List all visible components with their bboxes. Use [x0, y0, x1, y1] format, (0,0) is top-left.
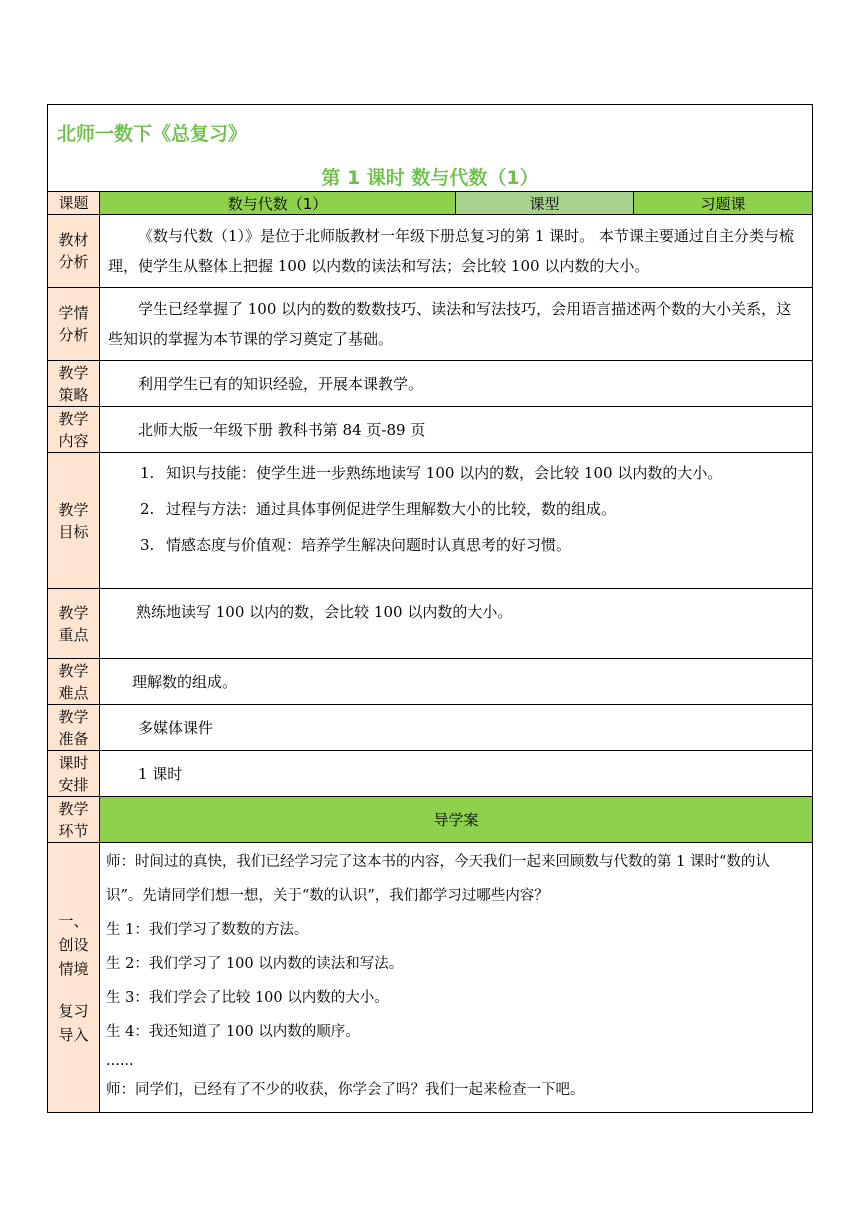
schedule-label: 课时 安排: [48, 751, 100, 797]
dialogue-line: 生 1：我们学习了数数的方法。: [106, 922, 309, 938]
dialogue-line: 生 4：我还知道了 100 以内数的顺序。: [106, 1024, 360, 1040]
intro-row: [48, 843, 813, 1113]
stages-row: [48, 797, 813, 843]
goals-cell: [100, 453, 813, 589]
lesson-plan-table: [47, 104, 813, 1113]
strategy-text: 利用学生已有的知识经验，开展本课教学。: [100, 361, 813, 407]
type-label: 课型: [456, 192, 634, 215]
difficulties-text: 理解数的组成。: [100, 659, 813, 705]
title-cell: [48, 105, 813, 192]
stages-header: 导学案: [100, 797, 813, 843]
stages-label: 教学 环节: [48, 797, 100, 843]
strategy-label: 教学 策略: [48, 361, 100, 407]
learners-row: [48, 288, 813, 361]
topic-value: 数与代数（1）: [100, 192, 456, 215]
key-points-label: 教学 重点: [48, 589, 100, 659]
key-points-text: 熟练地读写 100 以内的数，会比较 100 以内数的大小。: [100, 589, 813, 659]
title-row: [48, 105, 813, 192]
content-label: 教学 内容: [48, 407, 100, 453]
intro-label: 一、 创设 情境 复习 导入: [48, 843, 100, 1113]
document-title: 北师一数下《总复习》: [57, 123, 248, 145]
difficulties-label: 教学 难点: [48, 659, 100, 705]
goals-row: [48, 453, 813, 589]
dialogue-line: 师：时间过的真快，我们已经学习完了这本书的内容，今天我们一起来回顾数与代数的第 1 课时“数的认识”。先请同学们想一想，关于“数的认识”，我们都学习过哪些内容？: [106, 854, 770, 904]
analysis-row: [48, 215, 813, 288]
info-row: [48, 192, 813, 215]
preparation-text: 多媒体课件: [100, 705, 813, 751]
content-text: 北师大版一年级下册 教科书第 84 页-89 页: [100, 407, 813, 453]
preparation-row: [48, 705, 813, 751]
intro-dialogue: [100, 843, 813, 1113]
preparation-label: 教学 准备: [48, 705, 100, 751]
goals-list: [100, 455, 812, 563]
goal-item: 2. 过程与方法：通过具体事例促进学生理解数大小的比较，数的组成。: [140, 500, 617, 518]
type-value: 习题课: [634, 192, 813, 215]
goals-label: 教学 目标: [48, 453, 100, 589]
difficulties-row: [48, 659, 813, 705]
learners-text: 学生已经掌握了 100 以内的数的数数技巧、读法和写法技巧，会用语言描述两个数的大小关系，这些知识的掌握为本节课的学习奠定了基础。: [100, 288, 813, 361]
dialogue-line: 生 3：我们学会了比较 100 以内数的大小。: [106, 990, 389, 1006]
goal-item: 1. 知识与技能：使学生进一步熟练地读写 100 以内的数，会比较 100 以内数的大小。: [140, 464, 723, 482]
strategy-row: [48, 361, 813, 407]
lesson-subtitle: 第 1 课时 数与代数（1）: [321, 167, 539, 189]
schedule-text: 1 课时: [100, 751, 813, 797]
goal-item: 3. 情感态度与价值观：培养学生解决问题时认真思考的好习惯。: [140, 536, 572, 554]
dialogue-line: 师：同学们，已经有了不少的收获，你学会了吗？我们一起来检查一下吧。: [106, 1082, 585, 1098]
schedule-row: [48, 751, 813, 797]
topic-label: 课题: [48, 192, 100, 215]
learners-label: 学情 分析: [48, 288, 100, 361]
dialogue-line: ......: [106, 1053, 134, 1069]
content-row: [48, 407, 813, 453]
lesson-plan: [47, 104, 812, 1113]
analysis-label: 教材 分析: [48, 215, 100, 288]
analysis-text: 《数与代数（1）》是位于北师版教材一年级下册总复习的第 1 课时。 本节课主要通过自主分类与梳理，使学生从整体上把握 100 以内数的读法和写法；会比较 100 以内数的大小。: [100, 215, 813, 288]
dialogue-line: 生 2：我们学习了 100 以内数的读法和写法。: [106, 956, 404, 972]
key-points-row: [48, 589, 813, 659]
